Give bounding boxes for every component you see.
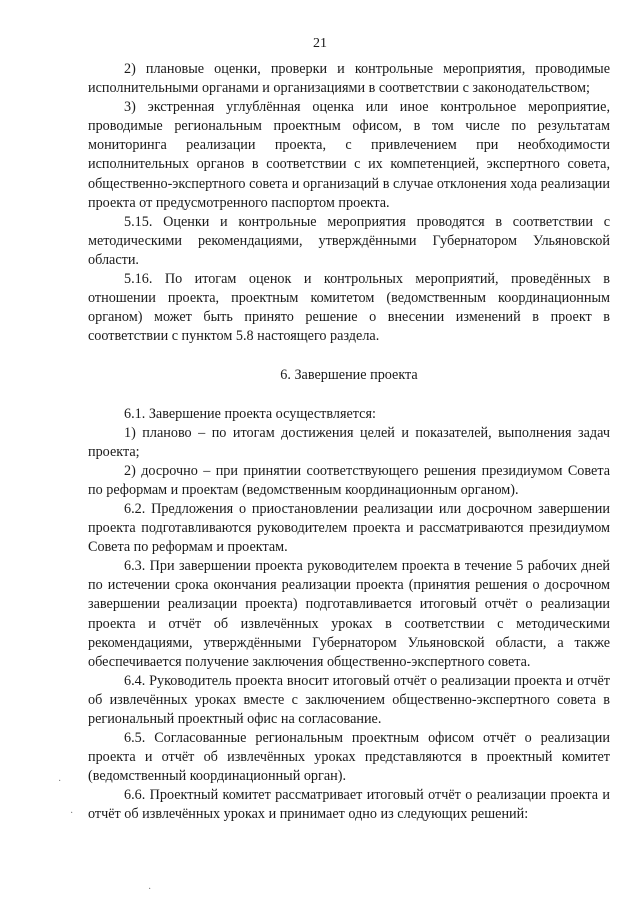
paragraph: 6.1. Завершение проекта осуществляется: xyxy=(124,405,376,422)
document-body xyxy=(88,60,610,825)
paragraph: 3) экстренная углублённая оценка или иное контрольное мероприятие, проводимые региональным проектным офисом, в том числе по результатам мониторинга реализации проекта, с привлечением при необходимости исполнительных органов в соответствии с их компетенцией, экспертного совета, общественно-экспертного совета и организаций в случае отклонения хода реализации проекта от предусмотренного паспортом проекта. xyxy=(88,99,610,211)
page-number: 21 xyxy=(313,36,327,51)
section-heading: 6. Завершение проекта xyxy=(280,367,418,384)
paragraph: 6.3. При завершении проекта руководителем проекта в течение 5 рабочих дней по истечении срока окончания реализации проекта (принятия решения о досрочном завершении реализации проекта) подготавливается итоговый отчёт о реализации проекта и отчёт об извлечённых уроках в соответствии с методическими рекомендациями, утверждёнными Губернатором Ульяновской области, а также обеспечивается получение заключения общественно-экспертного совета. xyxy=(88,558,610,670)
paragraph: 5.15. Оценки и контрольные мероприятия проводятся в соответствии с методическими рекомендациями, утверждёнными Губернатором Ульяновской области. xyxy=(88,213,610,268)
scan-speck: · xyxy=(148,884,152,895)
scan-speck: · xyxy=(58,776,62,787)
paragraph: 6.2. Предложения о приостановлении реализации или досрочном завершении проекта подготавливаются руководителем проекта и рассматриваются президиумом Совета по реформам и проектам. xyxy=(88,500,610,556)
paragraph: 6.4. Руководитель проекта вносит итоговый отчёт о реализации проекта и отчёт об извлечённых уроках вместе с заключением общественно-экспертного совета в региональный проектный офис на согласование. xyxy=(88,672,610,727)
paragraph: 1) планово – по итогам достижения целей и показателей, выполнения задач проекта; xyxy=(88,424,610,460)
paragraph: 6.6. Проектный комитет рассматривает итоговый отчёт о реализации проекта и отчёт об извлечённых уроках и принимает одно из следующих решений: xyxy=(88,787,610,823)
paragraph: 5.16. По итогам оценок и контрольных мероприятий, проведённых в отношении проекта, проектным комитетом (ведомственным координационным органом) может быть принято решение о внесении изменений в проект в соответствии с пунктом 5.8 настоящего раздела. xyxy=(88,271,610,345)
paragraph: 6.5. Согласованные региональным проектным офисом отчёт о реализации проекта и отчёт об извлечённых уроках представляются в проектный комитет (ведомственный координационный орган). xyxy=(88,730,610,785)
paragraph: 2) досрочно – при принятии соответствующего решения президиумом Совета по реформам и проектам (ведомственным координационным органом). xyxy=(88,462,610,498)
paragraph: 2) плановые оценки, проверки и контрольные мероприятия, проводимые исполнительными органами и организациями в соответствии с законодательством; xyxy=(88,61,610,97)
scan-speck: · xyxy=(70,808,74,819)
